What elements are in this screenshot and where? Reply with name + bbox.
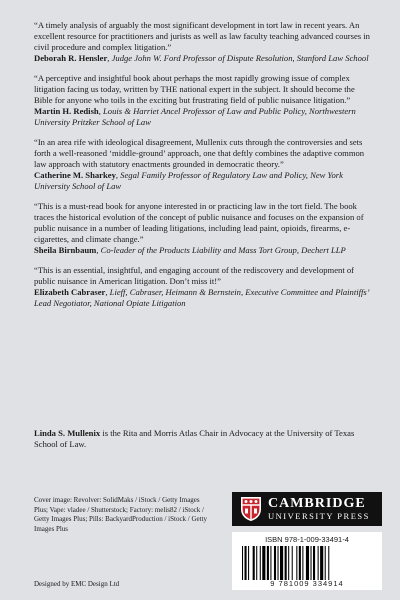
cover-image-credits: Cover image: Revolver: SolidMaks / iStock / Getty Images Plus; Vape: vladee / Shutterstock; Factory: melis82 / iStock / Getty Images Plus; Pills: BackyardProduction / iStock / Getty Images Plus	[34, 496, 208, 533]
endorser-name: Martin H. Redish	[34, 106, 99, 116]
endorsement-attribution: Deborah R. Hensler, Judge John W. Ford Professor of Dispute Resolution, Stanford Law School	[34, 53, 369, 63]
isbn-barcode	[232, 532, 382, 590]
endorsement-quote: “This is a must-read book for anyone interested in or practicing law in the tort field. The book traces the historical evolution of the concept of public nuisance and focuses on the expansion of public nuisance in a number of leading litigations, including lead paint, opioids, firearms, e-cigarettes, and climate change.”	[34, 201, 364, 244]
designer-credit: Designed by EMC Design Ltd	[34, 580, 120, 588]
endorser-role: Segal Family Professor of Regulatory Law and Policy, New York University School of Law	[34, 170, 343, 191]
endorser-role: Judge John W. Ford Professor of Dispute Resolution, Stanford Law School	[111, 53, 369, 63]
endorsement-quote: “In an area rife with ideological disagreement, Mullenix cuts through the controversies and sets forth a well-reasoned ‘middle-ground’ approach, one that deftly combines the adaptive common law approach with statutory enactments grounded in democratic theory.”	[34, 137, 365, 169]
endorser-name: Catherine M. Sharkey	[34, 170, 116, 180]
publisher-name-line2: UNIVERSITY PRESS	[268, 510, 370, 521]
endorsement-hensler	[34, 20, 372, 64]
publisher-name-line1: CAMBRIDGE	[268, 495, 366, 511]
endorsement-quote: “This is an essential, insightful, and engaging account of the rediscovery and development of public nuisance in American litigation. Don’t miss it!”	[34, 265, 355, 286]
endorsement-attribution: Catherine M. Sharkey, Segal Family Professor of Regulatory Law and Policy, New York University School of Law	[34, 170, 343, 191]
endorsement-quote: “A timely analysis of arguably the most significant development in tort law in recent years. An excellent resource for practitioners and jurists as well as law faculty teaching advanced courses in civil procedure and complex litigation.”	[34, 20, 370, 52]
endorser-role: Lieff, Cabraser, Heimann & Bernstein, Executive Committee and Plaintiffs’ Lead Negotiator, National Opiate Litigation	[34, 287, 369, 308]
barcode-bars	[242, 546, 372, 580]
endorsement-birnbaum	[34, 201, 372, 256]
author-bio-text: is the Rita and Morris Atlas Chair in Advocacy at the University of Texas School of Law.	[34, 428, 355, 449]
barcode-digits: 9 781009 334914	[270, 579, 344, 588]
endorsement-quote: “A perceptive and insightful book about perhaps the most rapidly growing issue of complex litigation facing us today, written by THE national expert in the subject. It should become the Bible for anyone who toils in the exciting but frustrating field of public nuisance litigation.”	[34, 73, 355, 105]
publisher-logo	[232, 492, 382, 526]
author-bio	[34, 428, 372, 450]
endorsement-attribution: Elizabeth Cabraser, Lieff, Cabraser, Heimann & Bernstein, Executive Committee and Plaintiffs’ Lead Negotiator, National Opiate Litigation	[34, 287, 369, 308]
crest-icon	[240, 496, 262, 522]
endorsement-sharkey	[34, 137, 372, 192]
endorser-name: Elizabeth Cabraser	[34, 287, 106, 297]
author-name: Linda S. Mullenix	[34, 428, 101, 438]
endorsement-cabraser	[34, 265, 372, 309]
endorsement-attribution: Martin H. Redish, Louis & Harriet Ancel Professor of Law and Public Policy, Northwestern University Pritzker School of Law	[34, 106, 356, 127]
endorser-name: Deborah R. Hensler	[34, 53, 108, 63]
endorsement-attribution: Sheila Birnbaum, Co-leader of the Products Liability and Mass Tort Group, Dechert LLP	[34, 245, 346, 255]
endorser-role: Louis & Harriet Ancel Professor of Law and Public Policy, Northwestern University Pritzker School of Law	[34, 106, 356, 127]
publisher-name	[268, 497, 370, 522]
endorsement-redish	[34, 73, 372, 128]
endorser-name: Sheila Birnbaum	[34, 245, 97, 255]
isbn-label: ISBN 978-1-009-33491-4	[265, 535, 349, 544]
endorser-role: Co-leader of the Products Liability and Mass Tort Group, Dechert LLP	[100, 245, 346, 255]
endorsements	[34, 20, 372, 318]
